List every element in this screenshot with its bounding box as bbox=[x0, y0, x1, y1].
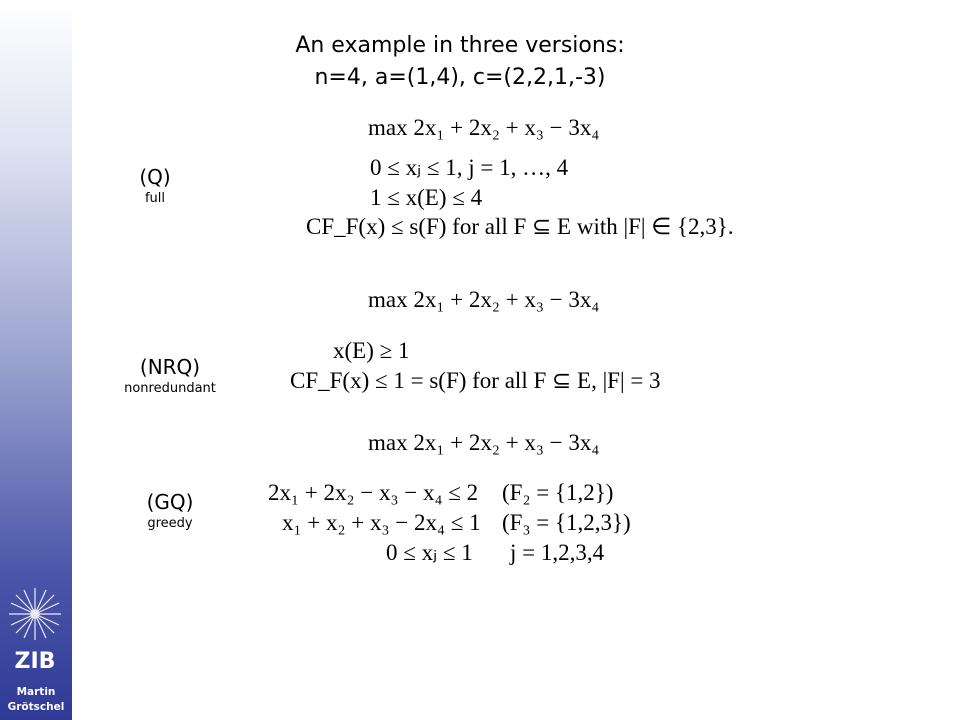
gq-constraint-2-note: (F₃ = {1,2,3}) bbox=[502, 510, 631, 535]
author-last-name: Grötschel bbox=[7, 701, 65, 713]
q-sum-constraint: 1 ≤ x(E) ≤ 4 bbox=[370, 185, 483, 210]
author-first-name: Martin bbox=[16, 686, 56, 698]
version-gq-sublabel: greedy bbox=[147, 516, 193, 531]
gq-bounds-note: j = 1,2,3,4 bbox=[510, 540, 605, 565]
slide-subtitle: n=4, a=(1,4), c=(2,2,1,-3) bbox=[314, 65, 606, 90]
version-nrq-sublabel: nonredundant bbox=[124, 381, 216, 396]
gq-objective: max 2x₁ + 2x₂ + x₃ − 3x₄ bbox=[368, 430, 600, 455]
gq-constraint-1-note: (F₂ = {1,2}) bbox=[502, 480, 614, 505]
gq-constraint-2: x₁ + x₂ + x₃ − 2x₄ ≤ 1 bbox=[282, 510, 481, 535]
version-gq-name: (GQ) bbox=[146, 490, 194, 514]
version-nrq-name: (NRQ) bbox=[139, 355, 201, 379]
nrq-sum-constraint: x(E) ≥ 1 bbox=[333, 338, 410, 363]
version-q-sublabel: full bbox=[144, 191, 166, 206]
zib-logo-icon bbox=[6, 586, 64, 676]
nrq-objective: max 2x₁ + 2x₂ + x₃ − 3x₄ bbox=[368, 287, 600, 312]
gq-constraint-1: 2x₁ + 2x₂ − x₃ − x₄ ≤ 2 bbox=[268, 480, 479, 505]
nrq-cf-constraint: CF_F(x) ≤ 1 = s(F) for all F ⊆ E, |F| = 3 bbox=[290, 368, 661, 393]
sidebar bbox=[0, 0, 72, 720]
version-nrq-label bbox=[95, 355, 245, 396]
q-cf-constraint: CF_F(x) ≤ s(F) for all F ⊆ E with |F| ∈ {2,3}. bbox=[306, 214, 734, 239]
zib-logo-text: ZIB bbox=[14, 649, 56, 674]
gq-variable-bounds: 0 ≤ xⱼ ≤ 1 bbox=[386, 540, 473, 565]
q-variable-bounds: 0 ≤ xⱼ ≤ 1, j = 1, …, 4 bbox=[370, 155, 569, 180]
version-gq-label bbox=[120, 490, 220, 531]
q-objective: max 2x₁ + 2x₂ + x₃ − 3x₄ bbox=[368, 115, 600, 140]
slide-title: An example in three versions: bbox=[295, 33, 625, 58]
version-q-name: (Q) bbox=[139, 165, 171, 189]
version-q-label bbox=[105, 165, 205, 206]
